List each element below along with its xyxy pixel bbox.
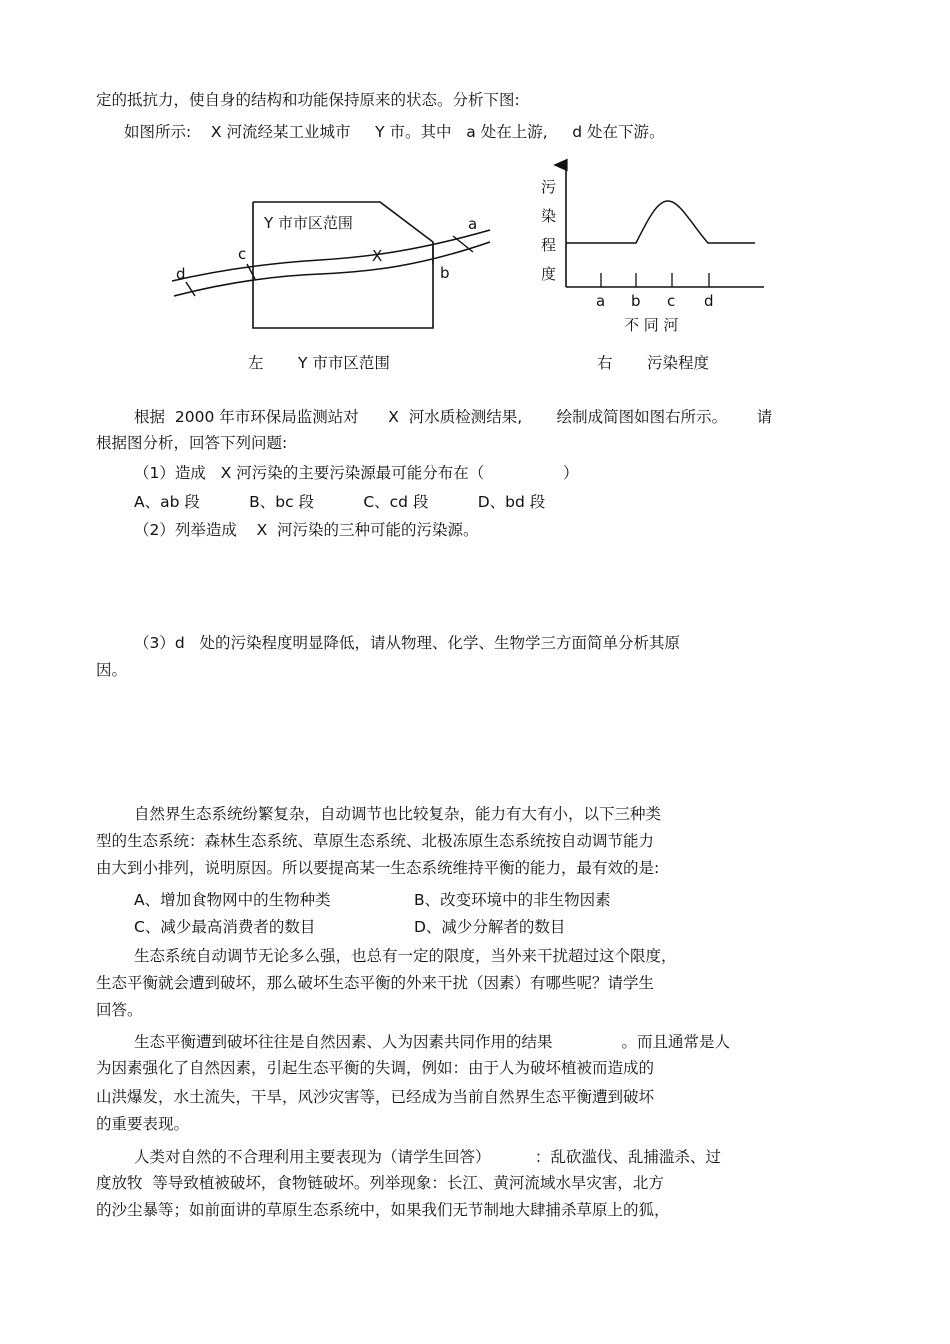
ecosystem-option-a: A、增加食物网中的生物种类: [134, 891, 331, 909]
ecosystem-para-line-1: 自然界生态系统纷繁复杂，自动调节也比较复杂，能力有大有小，以下三种类: [134, 805, 662, 823]
ecosystem-option-b: B、改变环境中的非生物因素: [414, 891, 611, 909]
tick-label-d: d: [704, 292, 714, 310]
question-1-options: A、ab 段 B、bc 段 C、cd 段 D、bd 段: [134, 493, 546, 511]
ylabel-char-1: 污: [541, 178, 557, 196]
ylabel-char-2: 染: [541, 207, 557, 225]
river-map-figure: [160, 180, 510, 340]
point-c-label: c: [238, 245, 247, 263]
question-intro-line-1: 根据 2000 年市环保局监测站对 X 河水质检测结果, 绘制成简图如图右所示。 请: [134, 408, 773, 426]
point-b-label: b: [440, 264, 450, 282]
damage-para-line-3: 山洪爆发，水土流失，干旱，风沙灾害等，已经成为当前自然界生态平衡遭到破坏: [96, 1088, 655, 1106]
ecosystem-para-line-3: 由大到小排列，说明原因。所以要提高某一生态系统维持平衡的能力，最有效的是:: [96, 859, 660, 877]
x-axis-label: 不 同 河: [624, 316, 679, 334]
ecosystem-para-line-2: 型的生态系统：森林生态系统、草原生态系统、北极冻原生态系统按自动调节能力: [96, 832, 655, 850]
tick-label-a: a: [596, 292, 606, 310]
intro-line-1: 定的抵抗力，使自身的结构和功能保持原来的状态。分析下图:: [96, 91, 520, 109]
pollution-curve: [566, 201, 755, 243]
limit-para-line-2: 生态平衡就会遭到破坏，那么破坏生态平衡的外来干扰（因素）有哪些呢？请学生: [96, 974, 655, 992]
ylabel-char-4: 度: [541, 265, 557, 283]
right-figure-caption: 右 污染程度: [597, 354, 709, 372]
marker-d-line: [186, 282, 195, 296]
limit-para-line-3: 回答。: [96, 1001, 143, 1019]
river-label: X: [372, 247, 383, 265]
tick-label-b: b: [631, 292, 641, 310]
ylabel-char-3: 程: [541, 236, 557, 254]
tick-label-c: c: [667, 292, 676, 310]
intro-line-2: 如图所示: X 河流经某工业城市 Y 市。其中 a 处在上游, d 处在下游。: [124, 123, 665, 141]
left-figure-caption: 左 Y 市市区范围: [248, 354, 390, 372]
damage-para-line-1: 生态平衡遭到破坏往往是自然因素、人为因素共同作用的结果 。而且通常是人: [134, 1033, 730, 1051]
point-a-label: a: [468, 215, 478, 233]
ecosystem-option-c: C、减少最高消费者的数目: [134, 918, 316, 936]
question-1-stem: （1）造成 X 河污染的主要污染源最可能分布在（ ）: [134, 464, 579, 482]
ecosystem-option-d: D、减少分解者的数目: [414, 918, 566, 936]
question-2-stem: （2）列举造成 X 河污染的三种可能的污染源。: [134, 521, 479, 539]
point-d-label: d: [176, 265, 186, 283]
damage-para-line-2: 为因素强化了自然因素，引起生态平衡的失调，例如：由于人为破坏植被而造成的: [96, 1059, 655, 1077]
question-3-line-1: （3）d 处的污染程度明显降低，请从物理、化学、生物学三方面简单分析其原: [134, 634, 680, 652]
question-3-line-2: 因。: [96, 661, 128, 679]
human-para-line-1: 人类对自然的不合理利用主要表现为（请学生回答） ：乱砍滥伐、乱捕滥杀、过: [134, 1148, 721, 1166]
question-intro-line-2: 根据图分析，回答下列问题:: [96, 434, 288, 452]
city-label: Y 市市区范围: [264, 214, 353, 232]
pollution-chart-figure: [530, 155, 780, 340]
marker-a-line: [453, 236, 473, 252]
human-para-line-2: 度放牧 等导致植被破坏，食物链破坏。列举现象：长江、黄河流域水旱灾害，北方: [96, 1174, 664, 1192]
damage-para-line-4: 的重要表现。: [96, 1115, 190, 1133]
human-para-line-3: 的沙尘暴等；如前面讲的草原生态系统中，如果我们无节制地大肆捕杀草原上的狐，: [96, 1201, 670, 1219]
limit-para-line-1: 生态系统自动调节无论多么强，也总有一定的限度，当外来干扰超过这个限度，: [134, 947, 677, 965]
